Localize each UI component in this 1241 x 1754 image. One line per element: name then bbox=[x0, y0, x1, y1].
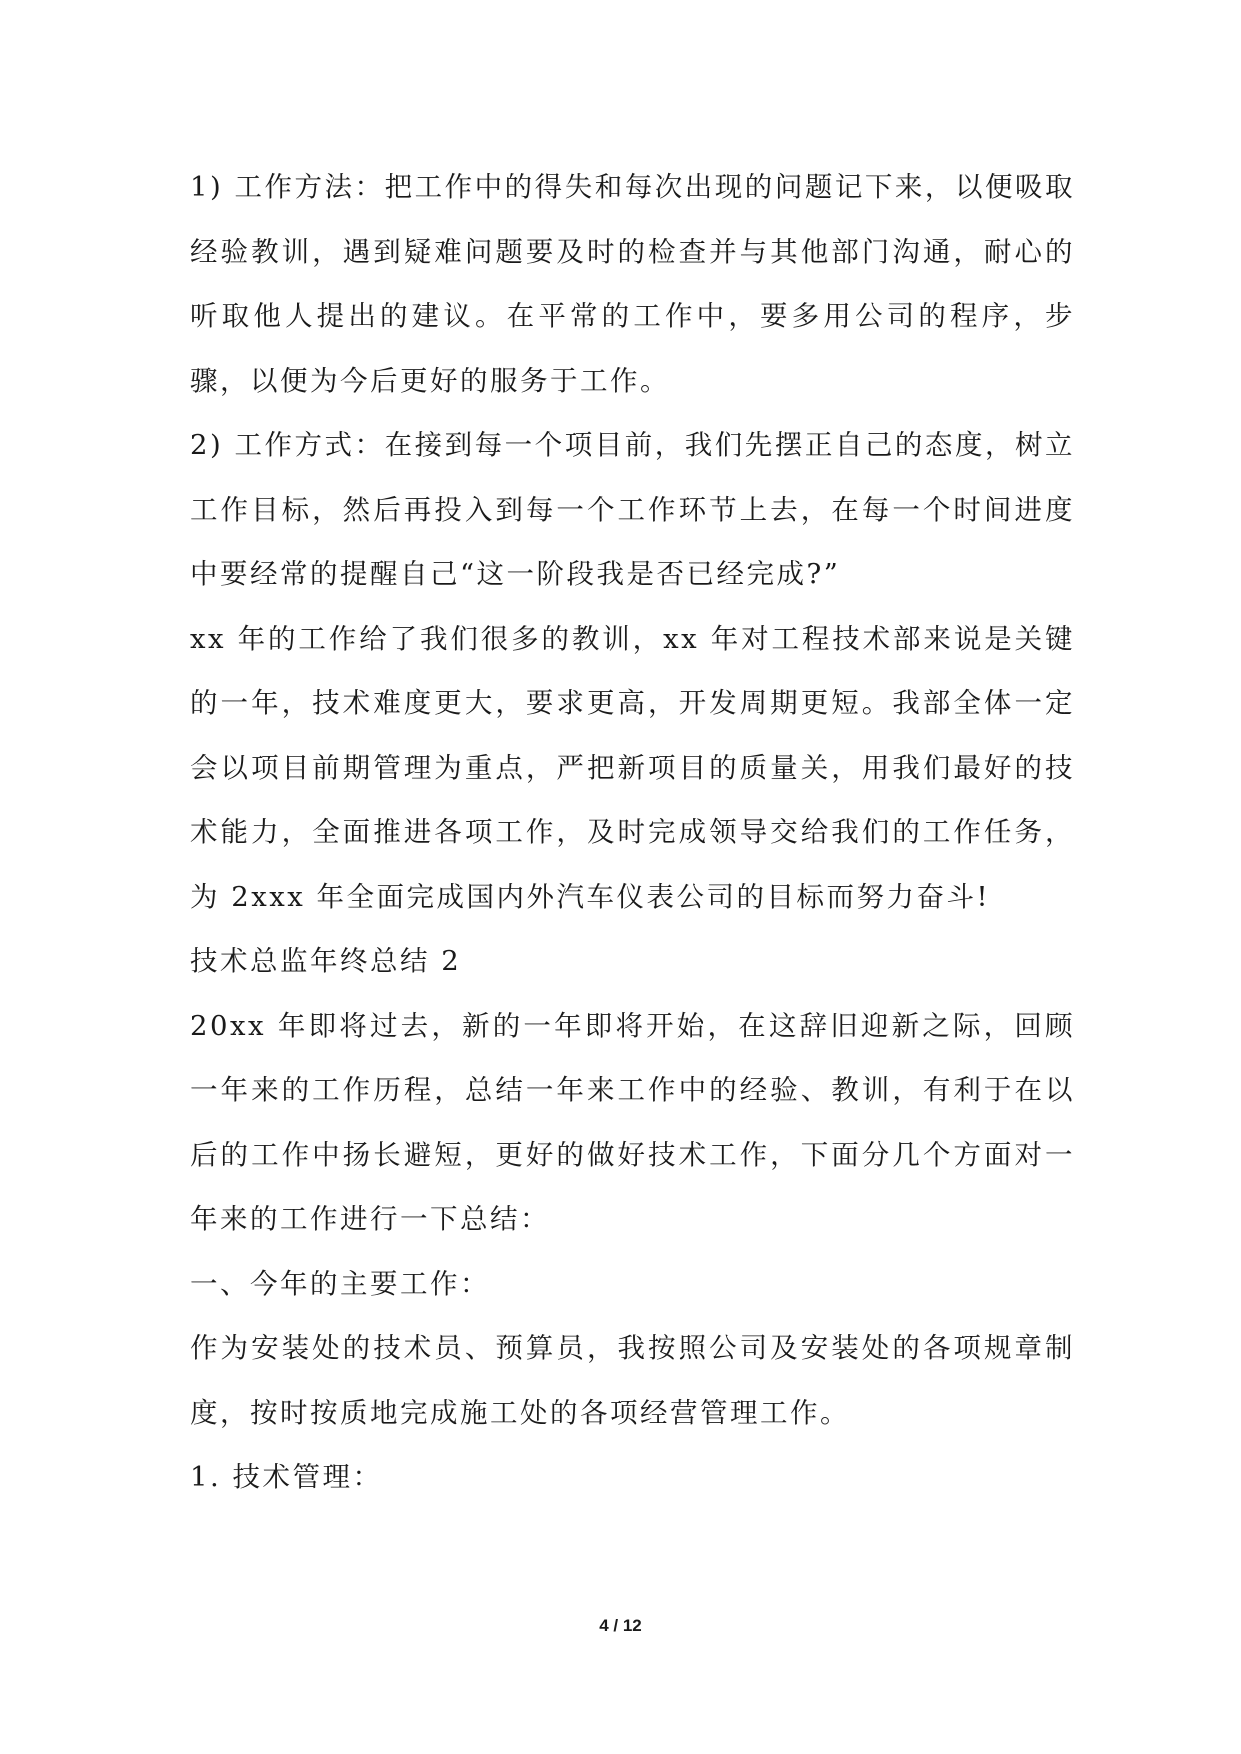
section-title: 技术总监年终总结 2 bbox=[190, 945, 462, 977]
paragraph-intro: 20xx 年即将过去，新的一年即将开始，在这辞旧迎新之际，回顾一年来的工作历程，总结一年来工作中的经验、教训，有利于在以后的工作中扬长避短，更好的做好技术工作，下面分几个方面对一年来的工作进行一下总结： bbox=[190, 1009, 1075, 1235]
paragraph-work-method: 1) 工作方法：把工作中的得失和每次出现的问题记下来，以便吸取经验教训，遇到疑难问题要及时的检查并与其他部门沟通，耐心的听取他人提出的建议。在平常的工作中，要多用公司的程序，步骤，以便为今后更好的服务于工作。 bbox=[190, 171, 1075, 397]
paragraph-role: 作为安装处的技术员、预算员，我按照公司及安装处的各项规章制度，按时按质地完成施工处的各项经营管理工作。 bbox=[190, 1332, 1075, 1429]
paragraph-year-summary: xx 年的工作给了我们很多的教训，xx 年对工程技术部来说是关键的一年，技术难度更大，要求更高，开发周期更短。我部全体一定会以项目前期管理为重点，严把新项目的质量关，用我们最好的技术能力，全面推进各项工作，及时完成领导交给我们的工作任务，为 2xxx 年全面完成国内外汽车仪表公司的目标而努力奋斗! bbox=[190, 622, 1075, 913]
heading-tech-management: 1. 技术管理： bbox=[190, 1461, 383, 1493]
document-body bbox=[190, 155, 1075, 1510]
heading-main-work: 一、今年的主要工作： bbox=[190, 1267, 490, 1300]
page-number: 4 / 12 bbox=[599, 1616, 642, 1635]
paragraph-work-style: 2) 工作方式：在接到每一个项目前，我们先摆正自己的态度，树立工作目标，然后再投入到每一个工作环节上去，在每一个时间进度中要经常的提醒自己“这一阶段我是否已经完成?” bbox=[190, 429, 1075, 590]
